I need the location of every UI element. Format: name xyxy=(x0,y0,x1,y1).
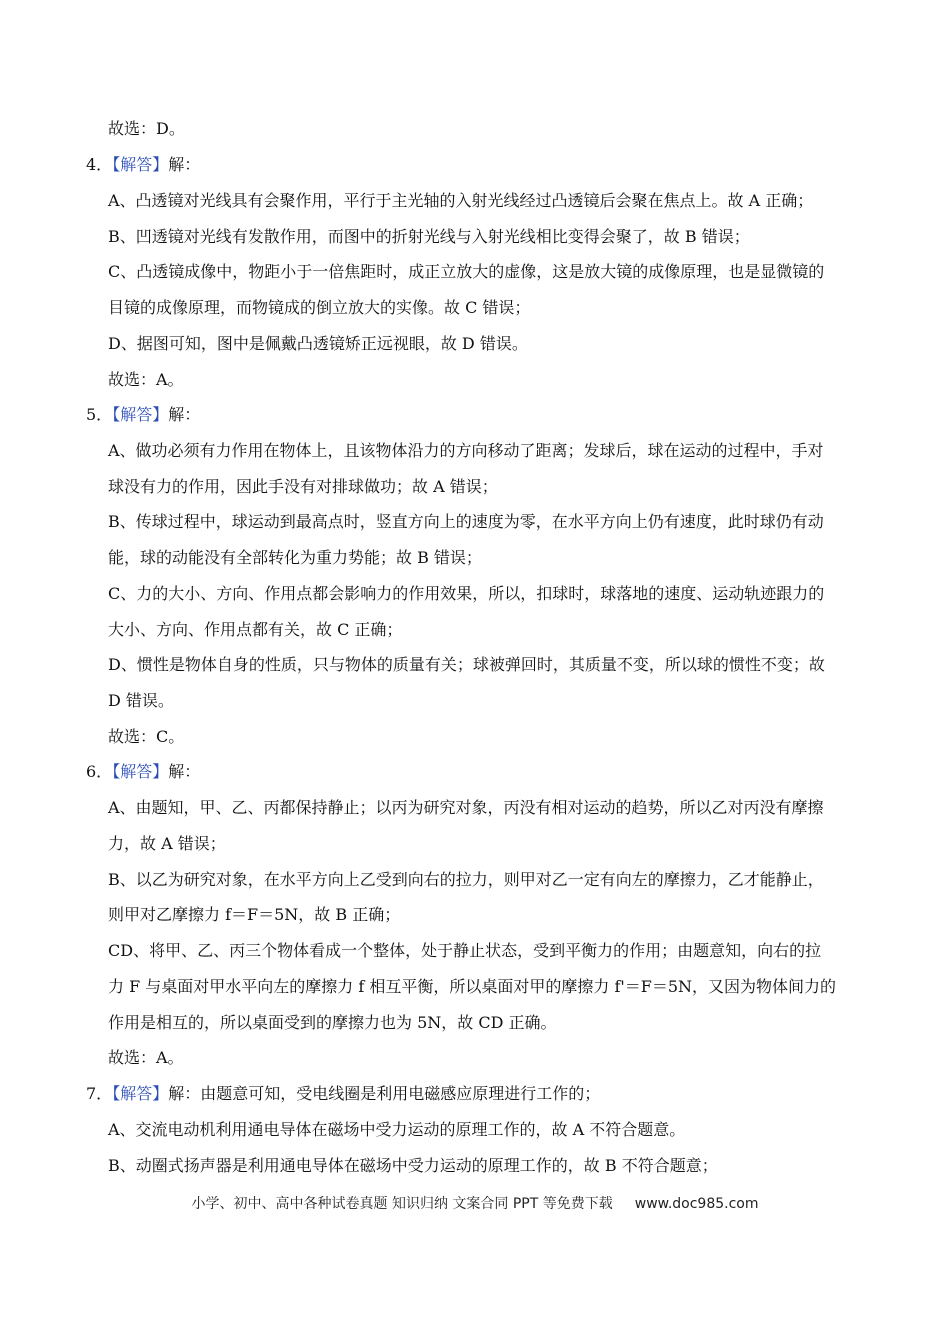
q5-choice: 故选：C。 xyxy=(108,727,185,746)
q6-line-a2: 力，故 A 错误； xyxy=(108,834,226,853)
footer-url[interactable]: www.doc985.com xyxy=(634,1196,759,1212)
q6-answer-tag: 【解答】 xyxy=(112,762,169,781)
q5-line-a2: 球没有力的作用，因此手没有对排球做功；故 A 错误； xyxy=(108,477,498,496)
q6-intro: 解： xyxy=(168,762,201,781)
q6-line-a1: A、由题知，甲、乙、丙都保持静止；以丙为研究对象，丙没有相对运动的趋势，所以乙对丙没有摩擦 xyxy=(108,798,824,817)
q5-line-d1: D、惯性是物体自身的性质，只与物体的质量有关；球被弹回时，其质量不变，所以球的惯性不变；故 xyxy=(108,655,825,674)
q6-choice: 故选：A。 xyxy=(108,1048,184,1067)
q5-line-c2: 大小、方向、作用点都有关，故 C 正确； xyxy=(108,620,403,639)
q6-line-cd1: CD、将甲、乙、丙三个物体看成一个整体，处于静止状态，受到平衡力的作用；由题意知，向右的拉 xyxy=(108,941,822,960)
footer-text: 小学、初中、高中各种试卷真题 知识归纳 文案合同 PPT 等免费下载 xyxy=(191,1196,613,1212)
q7-answer-tag: 【解答】 xyxy=(112,1084,169,1103)
q6-line-b1: B、以乙为研究对象，在水平方向上乙受到向右的拉力，则甲对乙一定有向左的摩擦力，乙才能静止， xyxy=(108,870,824,889)
q6-line-cd3: 作用是相互的，所以桌面受到的摩擦力也为 5N，故 CD 正确。 xyxy=(108,1013,557,1032)
q5-answer-tag: 【解答】 xyxy=(112,405,169,424)
q5-line-a1: A、做功必须有力作用在物体上，且该物体沿力的方向移动了距离；发球后，球在运动的过程中，手对 xyxy=(108,441,824,460)
q6-line-b2: 则甲对乙摩擦力 f＝F＝5N，故 B 正确； xyxy=(108,905,401,924)
q5-line-c1: C、力的大小、方向、作用点都会影响力的作用效果，所以，扣球时，球落地的速度、运动轨迹跟力的 xyxy=(108,584,825,603)
q4-line-b: B、凹透镜对光线有发散作用，而图中的折射光线与入射光线相比变得会聚了，故 B 错误； xyxy=(108,227,750,246)
q4-line-c2: 目镜的成像原理，而物镜成的倒立放大的实像。故 C 错误； xyxy=(108,298,531,317)
q3-choice: 故选：D。 xyxy=(108,119,185,138)
q4-answer-tag: 【解答】 xyxy=(112,155,169,174)
q5-line-b1: B、传球过程中，球运动到最高点时，竖直方向上的速度为零，在水平方向上仍有速度，此时球仍有动 xyxy=(108,512,824,531)
q4-line-c1: C、凸透镜成像中，物距小于一倍焦距时，成正立放大的虚像，这是放大镜的成像原理，也是显微镜的 xyxy=(108,262,825,281)
q5-header xyxy=(86,405,200,425)
q4-header xyxy=(86,155,200,175)
q6-header xyxy=(86,762,200,782)
page-footer xyxy=(0,1193,950,1213)
q4-intro: 解： xyxy=(168,155,201,174)
q4-choice: 故选：A。 xyxy=(108,370,184,389)
q5-number: 5． xyxy=(86,405,113,424)
q6-line-cd2: 力 F 与桌面对甲水平向左的摩擦力 f 相互平衡，所以桌面对甲的摩擦力 f'＝F＝5N，又因为物体间力的 xyxy=(108,977,837,996)
q7-number: 7． xyxy=(86,1084,113,1103)
q5-line-b2: 能，球的动能没有全部转化为重力势能；故 B 错误； xyxy=(108,548,482,567)
q7-intro: 解：由题意可知，受电线圈是利用电磁感应原理进行工作的； xyxy=(168,1084,601,1103)
q5-intro: 解： xyxy=(168,405,201,424)
q7-line-a: A、交流电动机利用通电导体在磁场中受力运动的原理工作的，故 A 不符合题意。 xyxy=(108,1120,686,1139)
q6-number: 6． xyxy=(86,762,113,781)
q4-line-d: D、据图可知，图中是佩戴凸透镜矫正远视眼，故 D 错误。 xyxy=(108,334,528,353)
q7-line-b: B、动圈式扬声器是利用通电导体在磁场中受力运动的原理工作的，故 B 不符合题意； xyxy=(108,1156,718,1175)
q5-line-d2: D 错误。 xyxy=(108,691,174,710)
q4-line-a: A、凸透镜对光线具有会聚作用，平行于主光轴的入射光线经过凸透镜后会聚在焦点上。故 A 正确； xyxy=(108,191,814,210)
q7-header xyxy=(86,1084,600,1104)
q4-number: 4． xyxy=(86,155,113,174)
